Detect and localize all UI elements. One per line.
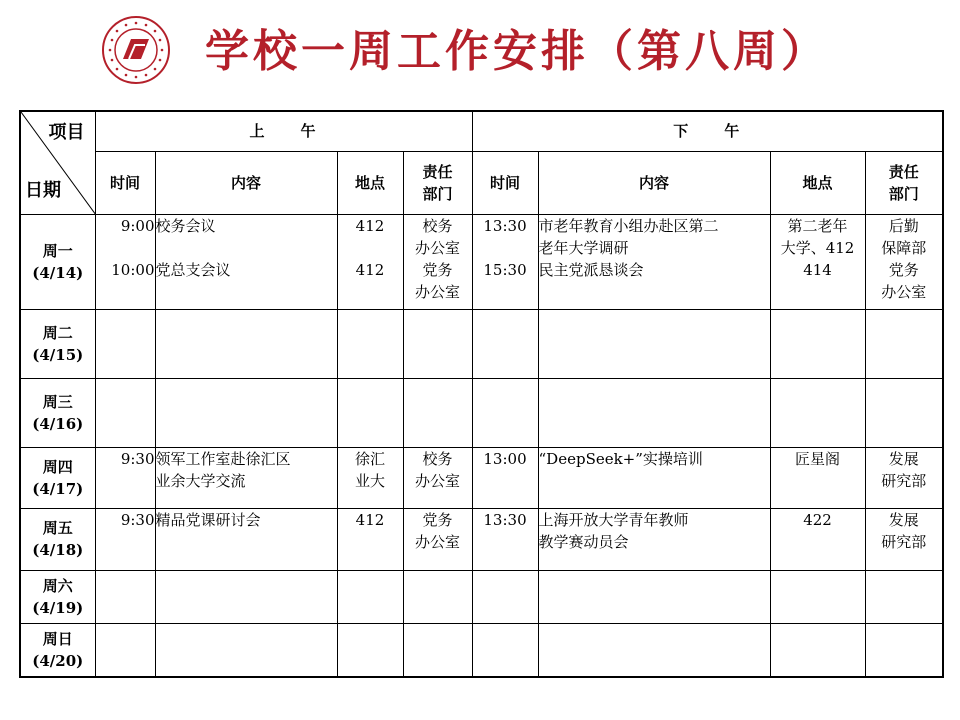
pm-content-cell: [538, 570, 770, 623]
am-place-cell: [337, 309, 403, 378]
schedule-table: [19, 110, 944, 678]
place-value: 412: [355, 510, 385, 529]
pm-place-cell: [770, 508, 865, 570]
time-value: 13:30: [483, 510, 527, 529]
weekday-label: 周四: [42, 457, 73, 476]
pm-dept-cell: [865, 309, 943, 378]
pm-content-cell: [538, 309, 770, 378]
time-value: 13:30: [483, 216, 527, 235]
weekday-label: 周三: [42, 392, 73, 411]
am-content-cell: [155, 214, 337, 309]
pm-time-header: 时间: [472, 151, 538, 214]
pm-place-cell: [770, 214, 865, 309]
pm-place-header: 地点: [770, 151, 865, 214]
am-content-cell: [155, 570, 337, 623]
date-label: (4/19): [32, 598, 84, 617]
time-value: 10:00: [111, 260, 155, 279]
event-text: 教学赛动员会: [538, 532, 629, 551]
dept-value: 办公室: [881, 282, 927, 301]
am-dept-cell: [403, 508, 472, 570]
dept-value: 办公室: [415, 238, 461, 257]
dept-value: 党务: [422, 260, 453, 279]
weekday-label: 周六: [42, 576, 73, 595]
pm-content-header: 内容: [538, 151, 770, 214]
day-cell: [20, 214, 95, 309]
am-dept-cell: [403, 378, 472, 447]
place-value: 414: [803, 260, 832, 279]
am-content-cell: [155, 378, 337, 447]
dept-value: 校务: [422, 449, 453, 468]
event-text: 老年大学调研: [538, 238, 629, 257]
am-place-cell: [337, 378, 403, 447]
weekday-label: 周日: [42, 629, 73, 648]
day-cell: [20, 508, 95, 570]
pm-content-cell: [538, 214, 770, 309]
am-dept-cell: [403, 214, 472, 309]
table-row: [20, 570, 943, 623]
morning-header: 上 午: [95, 111, 472, 151]
time-value: 9:30: [120, 449, 155, 468]
am-time-cell: [95, 570, 155, 623]
pm-place-cell: [770, 570, 865, 623]
am-dept-header: 责任 部门: [403, 151, 472, 214]
page-title: 学校一周工作安排（第八周）: [205, 26, 829, 77]
event-text: “DeepSeek+”实操培训: [538, 449, 703, 468]
weekday-label: 周五: [42, 519, 73, 537]
day-cell: [20, 570, 95, 623]
am-place-cell: [337, 623, 403, 677]
pm-dept-header: 责任 部门: [865, 151, 943, 214]
day-cell: [20, 309, 95, 378]
dept-value: 研究部: [881, 532, 927, 551]
pm-time-cell: [472, 508, 538, 570]
am-content-header: 内容: [155, 151, 337, 214]
am-dept-cell: [403, 623, 472, 677]
place-value: 大学、412: [780, 238, 855, 257]
pm-content-cell: [538, 378, 770, 447]
pm-time-cell: [472, 214, 538, 309]
am-dept-cell: [403, 309, 472, 378]
table-row: [20, 378, 943, 447]
event-text: 业余大学交流: [155, 471, 246, 490]
pm-dept-cell: [865, 570, 943, 623]
afternoon-header: 下 午: [472, 111, 943, 151]
dept-value: 发展: [888, 510, 919, 529]
place-value: 徐汇: [354, 449, 385, 468]
event-text: 领军工作室赴徐汇区: [155, 449, 291, 468]
am-content-cell: [155, 309, 337, 378]
pm-place-cell: [770, 378, 865, 447]
am-place-cell: [337, 570, 403, 623]
table-row: [20, 447, 943, 508]
place-value: 412: [355, 260, 385, 279]
weekday-label: 周一: [42, 241, 73, 260]
time-value: 15:30: [483, 260, 527, 279]
time-value: 13:00: [483, 449, 527, 468]
pm-dept-cell: [865, 508, 943, 570]
dept-value: 党务: [888, 260, 919, 279]
place-value: 第二老年: [787, 216, 848, 235]
corner-date-label: 日期: [25, 179, 61, 201]
dept-value: 发展: [888, 449, 919, 468]
day-cell: [20, 447, 95, 508]
event-text: 党总支会议: [155, 260, 231, 279]
pm-dept-cell: [865, 214, 943, 309]
weekday-label: 周二: [42, 323, 73, 342]
am-content-cell: [155, 447, 337, 508]
table-row: [20, 508, 943, 570]
date-label: (4/18): [32, 541, 84, 559]
event-text: 精品党课研讨会: [155, 510, 261, 529]
am-place-cell: [337, 214, 403, 309]
place-value: 412: [355, 216, 385, 235]
event-text: 市老年教育小组办赴区第二: [538, 216, 719, 235]
pm-content-cell: [538, 623, 770, 677]
pm-time-cell: [472, 447, 538, 508]
pm-place-cell: [770, 447, 865, 508]
time-value: 9:00: [120, 216, 155, 235]
corner-header-cell: [20, 111, 95, 214]
pm-content-cell: [538, 508, 770, 570]
pm-place-cell: [770, 309, 865, 378]
dept-value: 校务: [422, 216, 453, 235]
place-value: 业大: [354, 471, 385, 490]
corner-item-label: 项目: [48, 122, 85, 143]
am-time-header: 时间: [95, 151, 155, 214]
pm-dept-cell: [865, 623, 943, 677]
am-time-cell: [95, 623, 155, 677]
dept-value: 办公室: [415, 532, 461, 551]
am-dept-cell: [403, 447, 472, 508]
am-place-cell: [337, 447, 403, 508]
date-label: (4/20): [32, 651, 84, 670]
dept-value: 后勤: [888, 216, 919, 235]
pm-content-cell: [538, 447, 770, 508]
pm-dept-cell: [865, 447, 943, 508]
day-cell: [20, 623, 95, 677]
dept-value: 办公室: [415, 471, 461, 490]
time-value: 9:30: [120, 510, 155, 529]
pm-dept-cell: [865, 378, 943, 447]
place-value: 422: [803, 510, 832, 529]
am-time-cell: [95, 378, 155, 447]
am-time-cell: [95, 214, 155, 309]
am-content-cell: [155, 508, 337, 570]
pm-time-cell: [472, 570, 538, 623]
pm-time-cell: [472, 309, 538, 378]
am-time-cell: [95, 508, 155, 570]
table-row: [20, 214, 943, 309]
event-text: 上海开放大学青年教师: [538, 510, 689, 529]
day-cell: [20, 378, 95, 447]
date-label: (4/16): [32, 414, 84, 433]
date-label: (4/14): [32, 263, 84, 282]
dept-value: 保障部: [881, 238, 927, 257]
am-place-header: 地点: [337, 151, 403, 214]
am-content-cell: [155, 623, 337, 677]
table-row: [20, 623, 943, 677]
date-label: (4/15): [32, 345, 84, 364]
date-label: (4/17): [32, 479, 84, 498]
am-time-cell: [95, 447, 155, 508]
am-place-cell: [337, 508, 403, 570]
dept-value: 办公室: [415, 282, 461, 301]
table-row: [20, 309, 943, 378]
pm-place-cell: [770, 623, 865, 677]
school-seal-icon: [101, 15, 171, 85]
dept-value: 党务: [422, 510, 453, 529]
pm-time-cell: [472, 378, 538, 447]
place-value: 匠星阁: [795, 449, 841, 468]
pm-time-cell: [472, 623, 538, 677]
event-text: 民主党派恳谈会: [538, 260, 644, 279]
dept-value: 研究部: [881, 471, 927, 490]
am-dept-cell: [403, 570, 472, 623]
am-time-cell: [95, 309, 155, 378]
event-text: 校务会议: [155, 216, 216, 235]
